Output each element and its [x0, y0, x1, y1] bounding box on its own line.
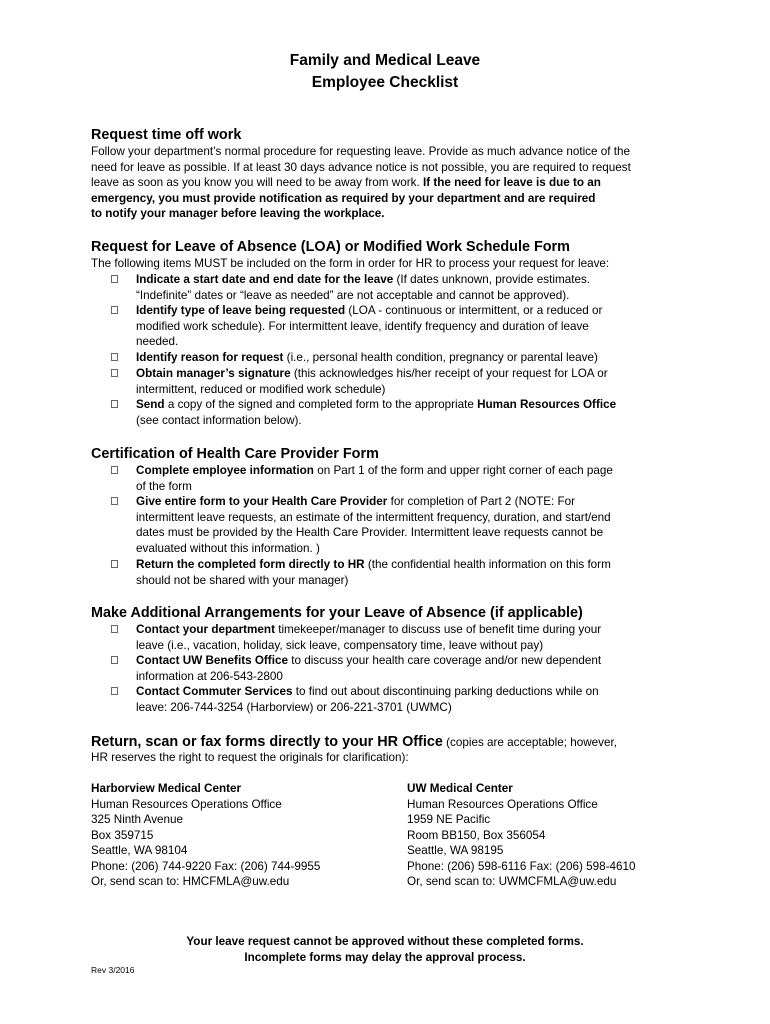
item-text: (this acknowledges his/her receipt of your request for LOA or	[290, 367, 608, 380]
item-cont: intermittent leave requests, an estimate of the intermittent frequency, duration, and start/end	[136, 510, 611, 524]
item-cont: dates must be provided by the Health Care Provider. Intermittent leave requests cannot be	[136, 526, 604, 539]
office-line: 1959 NE Pacific	[407, 813, 491, 826]
item-bold: Obtain manager’s signature	[136, 367, 291, 380]
office-line: Room BB150, Box 356054	[407, 828, 546, 842]
section-heading-timeoff: Request time off work	[91, 127, 242, 143]
item-cont: leave (i.e., vacation, holiday, sick leave, compensatory time, leave without pay)	[136, 638, 544, 652]
checkbox-icon[interactable]	[111, 687, 118, 695]
checkbox-icon[interactable]	[111, 400, 118, 408]
timeoff-paragraph	[91, 144, 691, 222]
item-bold: Contact your department	[136, 623, 275, 636]
checkbox-icon[interactable]	[111, 275, 118, 283]
item-bold: Identify type of leave being requested	[136, 304, 346, 317]
section-heading-arrangements: Make Additional Arrangements for your Leave of Absence (if applicable)	[91, 605, 583, 621]
footer-line-1: Your leave request cannot be approved without these completed forms.	[186, 935, 584, 948]
timeoff-line-2: need for leave as possible. If at least 30 days advance notice is not possible, you are required to request	[91, 160, 631, 174]
office-line: Seattle, WA 98195	[407, 844, 504, 857]
office-line: Human Resources Operations Office	[407, 797, 598, 811]
item-cont: needed.	[136, 335, 179, 348]
checkbox-icon[interactable]	[111, 369, 118, 377]
timeoff-emergency-bold-2: emergency, you must provide notification as required by your department and are required	[91, 191, 596, 205]
timeoff-line-3-text: leave as soon as you know you will need to be away from work.	[91, 176, 423, 189]
office-name: UW Medical Center	[407, 782, 513, 795]
item-text: to discuss your health care coverage and/or new dependent	[287, 654, 602, 667]
office-line: Box 359715	[91, 828, 154, 842]
item-text: for completion of Part 2 (NOTE: For	[387, 495, 576, 508]
timeoff-emergency-bold-1: If the need for leave is due to an	[422, 176, 601, 189]
office-email: Or, send scan to: HMCFMLA@uw.edu	[91, 875, 290, 888]
office-harborview	[91, 781, 320, 890]
footer-line-2: Incomplete forms may delay the approval process.	[244, 950, 526, 964]
return-heading-text: Return, scan or fax forms directly to your HR Office	[91, 734, 443, 750]
office-line: Human Resources Operations Office	[91, 797, 282, 811]
checkbox-icon[interactable]	[111, 353, 118, 361]
document-subtitle: Employee Checklist	[311, 74, 459, 91]
item-cont: leave: 206-744-3254 (Harborview) or 206-221-3701 (UWMC)	[136, 700, 452, 714]
revision-label: Rev 3/2016	[91, 965, 135, 975]
item-cont: intermittent, reduced or modified work schedule)	[136, 382, 386, 396]
timeoff-line-1: Follow your department’s normal procedure for requesting leave. Provide as much advance notice of the	[91, 145, 631, 158]
item-text: timekeeper/manager to discuss use of benefit time during your	[274, 623, 602, 636]
item-text: (If dates unknown, provide estimates.	[393, 273, 591, 286]
item-bold: Send	[136, 398, 165, 411]
checkbox-icon[interactable]	[111, 306, 118, 314]
item-bold: Identify reason for request	[136, 351, 284, 364]
item-cont: of the form	[136, 479, 192, 493]
item-text: a copy of the signed and completed form to the appropriate	[164, 398, 478, 411]
loa-intro: The following items MUST be included on the form in order for HR to process your request for leave:	[91, 257, 610, 270]
office-line: Seattle, WA 98104	[91, 844, 188, 857]
checkbox-icon[interactable]	[111, 560, 118, 568]
section-heading-loa: Request for Leave of Absence (LOA) or Modified Work Schedule Form	[91, 239, 570, 255]
timeoff-emergency-bold-3: to notify your manager before leaving the workplace.	[91, 207, 385, 220]
office-line: 325 Ninth Avenue	[91, 813, 184, 826]
item-cont: “Indefinite” dates or “leave as needed” are not acceptable and cannot be approved).	[136, 288, 570, 302]
return-heading-note: (copies are acceptable; however,	[442, 736, 617, 749]
item-bold: Contact UW Benefits Office	[136, 654, 288, 667]
item-cont: information at 206-543-2800	[136, 669, 283, 683]
office-phone: Phone: (206) 598-6116 Fax: (206) 598-4610	[407, 859, 636, 873]
office-uwmc	[407, 781, 636, 890]
item-text: (LOA - continuous or intermittent, or a reduced or	[345, 304, 603, 317]
item-cont: modified work schedule). For intermittent leave, identify frequency and duration of leave	[136, 319, 589, 333]
document-title: Family and Medical Leave	[289, 52, 481, 69]
office-phone: Phone: (206) 744-9220 Fax: (206) 744-9955	[91, 859, 321, 873]
item-text: (the confidential health information on this form	[364, 558, 611, 571]
checkbox-icon[interactable]	[111, 466, 118, 474]
item-bold: Return the completed form directly to HR	[136, 558, 365, 571]
item-bold: Indicate a start date and end date for the leave	[136, 273, 394, 286]
return-line-2: HR reserves the right to request the originals for clarification):	[91, 751, 409, 764]
item-bold-hr-office: Human Resources Office	[477, 398, 617, 411]
checkbox-icon[interactable]	[111, 656, 118, 664]
item-cont: (see contact information below).	[136, 413, 302, 427]
item-cont: should not be shared with your manager)	[136, 573, 349, 587]
item-text: (i.e., personal health condition, pregnancy or parental leave)	[283, 351, 598, 364]
item-text: to find out about discontinuing parking deductions while on	[292, 685, 599, 698]
office-name: Harborview Medical Center	[91, 782, 242, 795]
item-bold: Complete employee information	[136, 464, 314, 477]
item-bold: Give entire form to your Health Care Provider	[136, 495, 388, 508]
checkbox-icon[interactable]	[111, 497, 118, 505]
section-heading-certification: Certification of Health Care Provider Form	[91, 446, 379, 462]
item-cont: evaluated without this information. )	[136, 541, 320, 555]
timeoff-line-3	[91, 175, 691, 191]
checkbox-icon[interactable]	[111, 625, 118, 633]
item-bold: Contact Commuter Services	[136, 685, 293, 698]
office-email: Or, send scan to: UWMCFMLA@uw.edu	[407, 875, 617, 888]
item-text: on Part 1 of the form and upper right corner of each page	[313, 464, 613, 477]
